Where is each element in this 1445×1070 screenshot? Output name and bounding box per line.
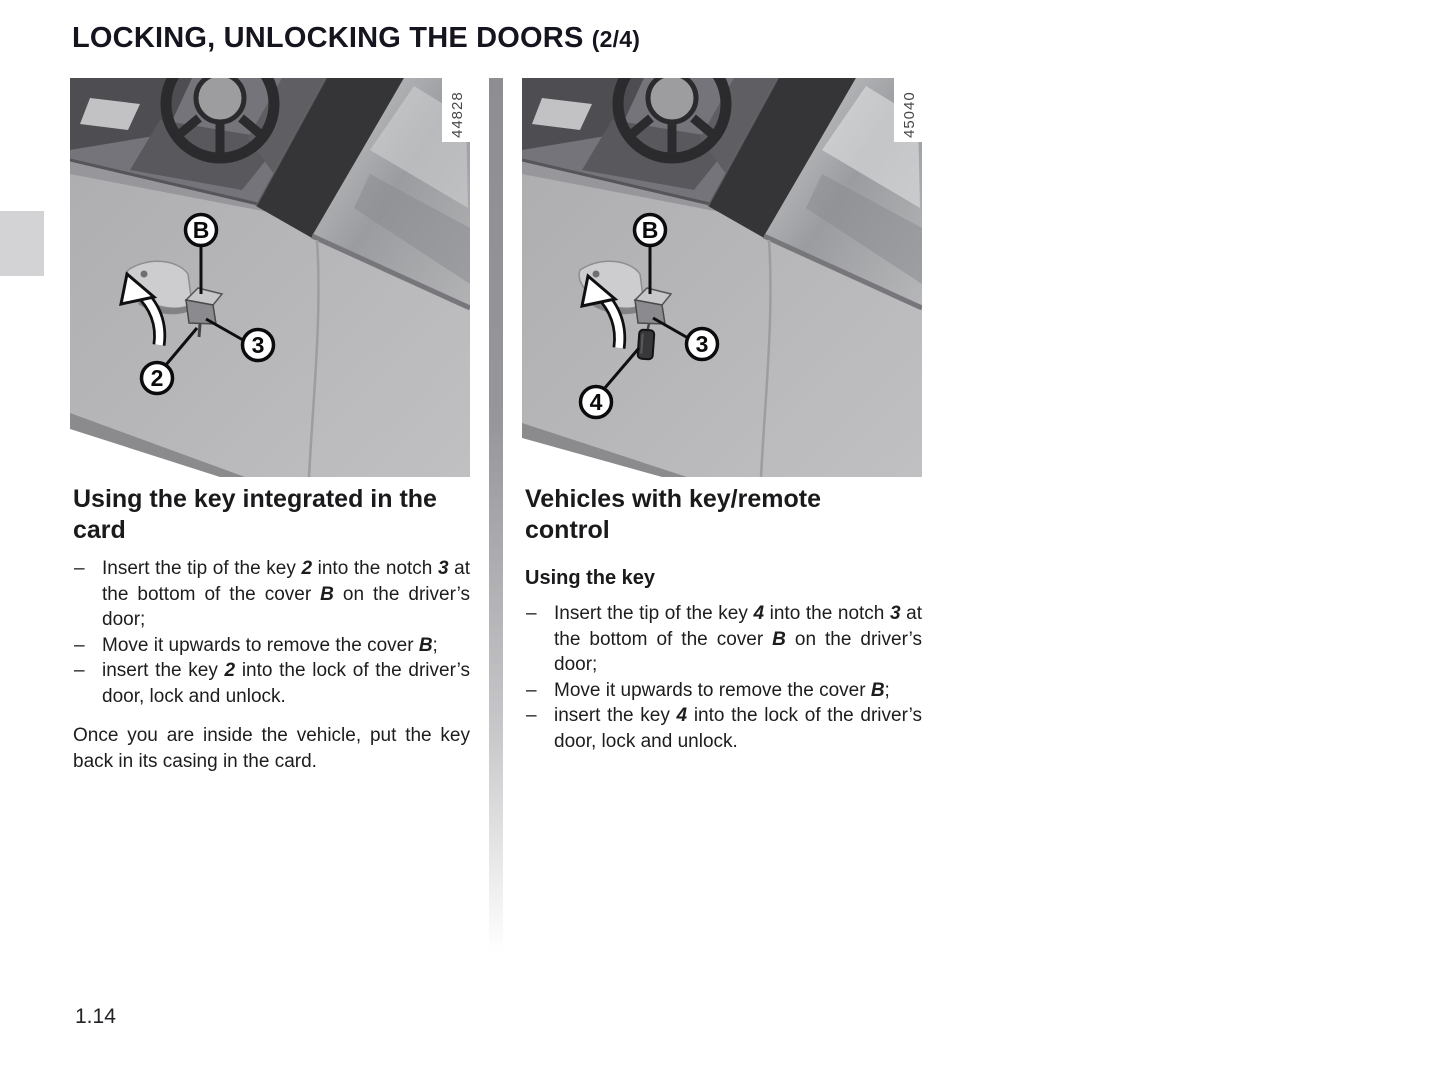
key-notch	[199, 324, 200, 337]
callout-3	[687, 329, 718, 360]
callout-4	[581, 387, 612, 418]
text-token: on the driver’s door;	[554, 628, 922, 675]
figure-key-card	[70, 78, 470, 477]
page-title	[72, 22, 640, 55]
text-token: on the driver’s door;	[102, 583, 470, 630]
text-token: at the bottom of the cover	[102, 558, 470, 605]
emphasis-token: 2	[301, 558, 313, 579]
svg-text:2: 2	[150, 365, 164, 391]
bullet-text	[554, 603, 922, 675]
page-title-part: (2/4)	[591, 26, 641, 52]
instruction-bullet	[525, 678, 922, 704]
bullet-dash: –	[526, 705, 537, 726]
steering-hub	[648, 78, 696, 122]
figure-ref-number: 45040	[901, 91, 918, 138]
text-token: Move it upwards to remove the cover	[554, 679, 871, 701]
text-token: ;	[884, 679, 890, 701]
emphasis-token: 4	[676, 705, 688, 726]
emphasis-token: 3	[889, 603, 901, 624]
callout-2	[142, 363, 173, 394]
left-column	[73, 484, 470, 774]
text-token: into the notch	[312, 558, 438, 579]
emphasis-token: 2	[224, 660, 236, 681]
text-token: insert the key	[554, 705, 677, 726]
text-token: into the notch	[764, 603, 890, 624]
bullet-dash: –	[526, 603, 537, 624]
bullet-text	[102, 635, 438, 656]
emphasis-token: B	[870, 679, 885, 701]
car-door-illustration-right	[522, 78, 922, 477]
bullet-dash: –	[526, 679, 537, 701]
instruction-bullet	[525, 703, 922, 754]
svg-text:B: B	[192, 217, 210, 243]
svg-text:3: 3	[251, 332, 265, 358]
section-heading-key-card: Using the key integrated in the card	[73, 485, 437, 544]
steering-hub	[196, 78, 244, 122]
section-heading-key-remote: Vehicles with key/remote control	[525, 485, 821, 544]
bullet-dash: –	[74, 660, 85, 681]
text-token: into the lock of the driver’s door, lock and unlock.	[554, 705, 923, 752]
text-token: into the lock of the driver’s door, lock and unlock.	[102, 660, 471, 707]
text-token: at the bottom of the cover	[554, 603, 922, 650]
bullet-text	[554, 705, 922, 752]
chapter-edge-tab	[0, 211, 44, 276]
figure-ref-number: 44828	[449, 91, 466, 138]
bullet-text	[102, 558, 470, 630]
text-token: Move it upwards to remove the cover	[102, 634, 419, 656]
bullet-dash: –	[74, 634, 85, 656]
note-paragraph: Once you are inside the vehicle, put the key back in its casing in the card.	[73, 725, 470, 772]
text-token: Insert the tip of the key	[554, 603, 754, 624]
bullet-text	[554, 680, 890, 701]
instruction-bullet	[73, 658, 470, 709]
right-column	[525, 484, 922, 754]
car-door-illustration-left	[70, 78, 470, 477]
instruction-bullet	[525, 601, 922, 678]
svg-text:4: 4	[589, 389, 603, 415]
callout-b	[635, 215, 666, 246]
column-divider-bar	[489, 78, 503, 980]
page-number: 1.14	[75, 1005, 116, 1028]
text-token: ;	[432, 634, 438, 656]
emphasis-token: B	[320, 583, 334, 605]
callout-b	[186, 215, 217, 246]
text-token: insert the key	[102, 660, 225, 681]
text-token: Insert the tip of the key	[102, 558, 302, 579]
figure-key-remote	[522, 78, 922, 477]
bullet-text	[102, 660, 470, 707]
page-title-text: LOCKING, UNLOCKING THE DOORS	[72, 22, 584, 54]
bullet-dash: –	[74, 558, 85, 579]
svg-text:3: 3	[695, 331, 709, 357]
svg-text:B: B	[641, 217, 659, 243]
subsection-heading-using-key: Using the key	[525, 567, 656, 589]
instruction-bullet	[73, 556, 470, 633]
emphasis-token: B	[772, 628, 786, 650]
instruction-bullet	[73, 633, 470, 659]
callout-3	[243, 330, 274, 361]
emphasis-token: 4	[753, 603, 765, 624]
emphasis-token: 3	[437, 558, 449, 579]
key-blade	[637, 330, 654, 360]
emphasis-token: B	[418, 634, 433, 656]
